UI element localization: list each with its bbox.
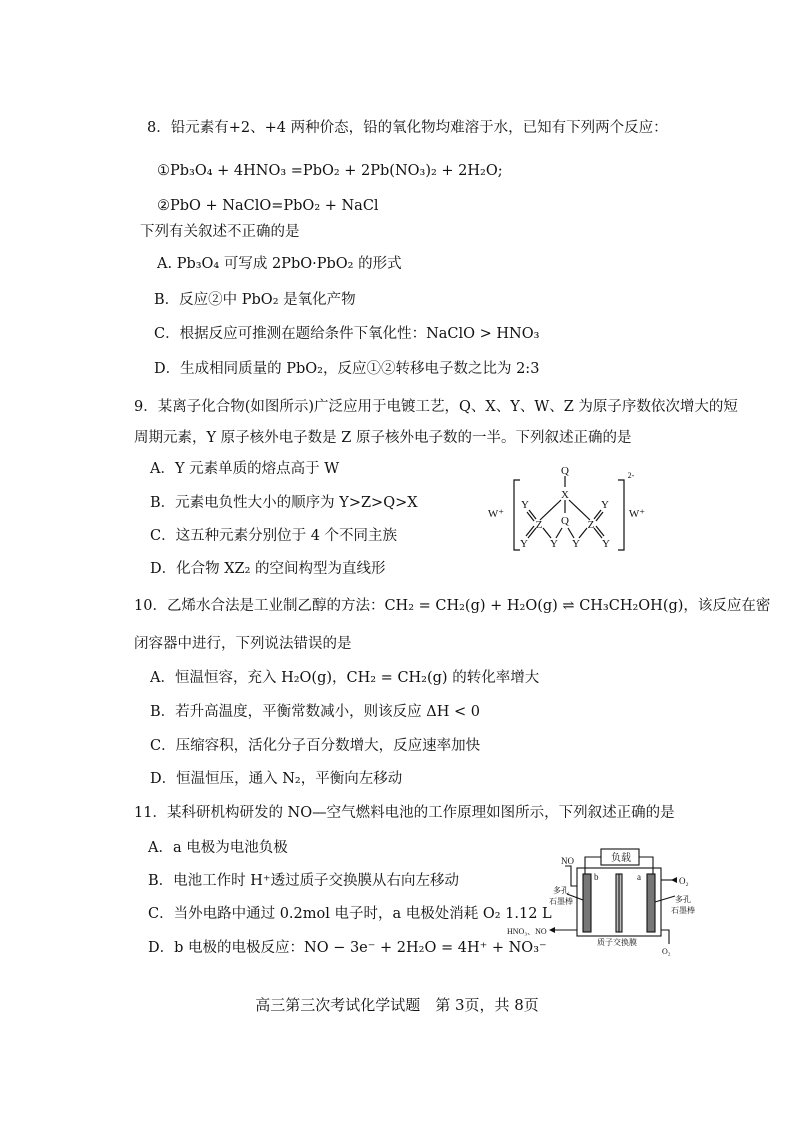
- q9-atom-y-bottom-2: Y: [550, 538, 558, 550]
- q11-load-label: 负载: [611, 853, 631, 864]
- q11-right-electrode-label-1: 多孔: [675, 895, 691, 904]
- q11-no-inlet-label: NO: [561, 856, 574, 866]
- q8-option-d: D．生成相同质量的 PbO₂，反应①②转移电子数之比为 2:3: [154, 361, 540, 377]
- q9-atom-z-left: Z: [535, 519, 543, 531]
- q11-stem: 11．某科研机构研发的 NO—空气燃料电池的工作原理如图所示，下列叙述正确的是: [134, 805, 675, 821]
- q9-stem-line-1: 9．某离子化合物(如图所示)广泛应用于电镀工艺，Q、X、Y、W、Z 为原子序数依次增大的短: [134, 399, 738, 415]
- q9-cation-left: W⁺: [487, 508, 505, 520]
- q9-atom-z-right: Z: [587, 519, 595, 531]
- q9-option-d: D．化合物 XZ₂ 的空间构型为直线形: [150, 561, 386, 577]
- q11-option-a: A．a 电极为电池负极: [148, 840, 288, 856]
- q11-membrane-label: 质子交换膜: [597, 938, 637, 947]
- q8-option-b: B．反应②中 PbO₂ 是氧化产物: [154, 292, 356, 308]
- q8-reaction-2: ②PbO + NaClO=PbO₂ + NaCl: [157, 198, 379, 214]
- q11-option-c: C．当外电路中通过 0.2mol 电子时，a 电极处消耗 O₂ 1.12 L: [148, 906, 552, 922]
- q11-o2-outlet-label: O₂: [662, 947, 671, 956]
- q9-atom-q-center: Q: [561, 515, 569, 527]
- q11-right-electrode-label-2: 石墨棒: [671, 906, 695, 915]
- q10-option-b: B．若升高温度，平衡常数减小，则该反应 ΔH < 0: [150, 704, 480, 720]
- q10-option-c: C．压缩容积，活化分子百分数增大，反应速率加快: [150, 738, 481, 754]
- q9-charge: 2-: [627, 471, 635, 480]
- q11-option-b: B．电池工作时 H⁺透过质子交换膜从右向左移动: [148, 873, 460, 889]
- q9-stem-line-2: 周期元素，Y 原子核外电子数是 Z 原子核外电子数的一半。下列叙述正确的是: [134, 430, 632, 446]
- q10-stem-line-1: 10．乙烯水合法是工业制乙醇的方法：CH₂ = CH₂(g) + H₂O(g) ⇌ CH₃CH₂OH(g)，该反应在密: [134, 598, 771, 614]
- q11-left-electrode-label-1: 多孔: [553, 886, 569, 895]
- q9-atom-y-bottom-1: Y: [520, 538, 528, 550]
- q9-cation-right: W⁺: [628, 508, 646, 520]
- q8-reaction-1: ①Pb₃O₄ + 4HNO₃ =PbO₂ + 2Pb(NO₃)₂ + 2H₂O;: [157, 163, 503, 179]
- q9-atom-x: X: [561, 489, 569, 501]
- q8-option-c: C．根据反应可推测在题给条件下氧化性：NaClO > HNO₃: [154, 326, 540, 342]
- q11-fuel-cell-figure: [505, 846, 705, 958]
- q8-stem: 8．铅元素有+2、+4 两种价态，铅的氧化物均难溶于水，已知有下列两个反应：: [147, 120, 668, 136]
- q8-prompt: 下列有关叙述不正确的是: [140, 224, 300, 240]
- q10-stem-line-2: 闭容器中进行，下列说法错误的是: [134, 636, 352, 652]
- q9-atom-q-top: Q: [561, 465, 569, 477]
- q9-option-a: A．Y 元素单质的熔点高于 W: [150, 461, 340, 477]
- page-footer: 高三第三次考试化学试题 第 3页，共 8页: [255, 996, 539, 1014]
- q11-electrode-b-label: b: [594, 872, 599, 882]
- q11-o2-inlet-label: O₂: [679, 876, 689, 886]
- q9-atom-y-bottom-3: Y: [572, 538, 580, 550]
- q9-atom-y-top-right: Y: [601, 499, 609, 511]
- q9-option-c: C．这五种元素分别位于 4 个不同主族: [150, 528, 398, 544]
- q9-ion-structure-figure: [484, 462, 654, 562]
- q9-option-b: B．元素电负性大小的顺序为 Y>Z>Q>X: [150, 495, 418, 511]
- q11-left-outlet-label: HNO₃、NO: [507, 927, 547, 936]
- q9-atom-y-top-left: Y: [521, 499, 529, 511]
- q11-option-d: D．b 电极的电极反应：NO − 3e⁻ + 2H₂O = 4H⁺ + NO₃⁻: [148, 940, 547, 956]
- q8-option-a: A. Pb₃O₄ 可写成 2PbO·PbO₂ 的形式: [157, 256, 402, 272]
- q11-left-electrode-label-2: 石墨棒: [549, 897, 573, 906]
- q9-atom-y-bottom-4: Y: [602, 538, 610, 550]
- q10-option-d: D．恒温恒压，通入 N₂，平衡向左移动: [150, 771, 403, 787]
- q10-option-a: A．恒温恒容，充入 H₂O(g)，CH₂ = CH₂(g) 的转化率增大: [150, 670, 540, 686]
- q11-electrode-a-label: a: [637, 872, 641, 882]
